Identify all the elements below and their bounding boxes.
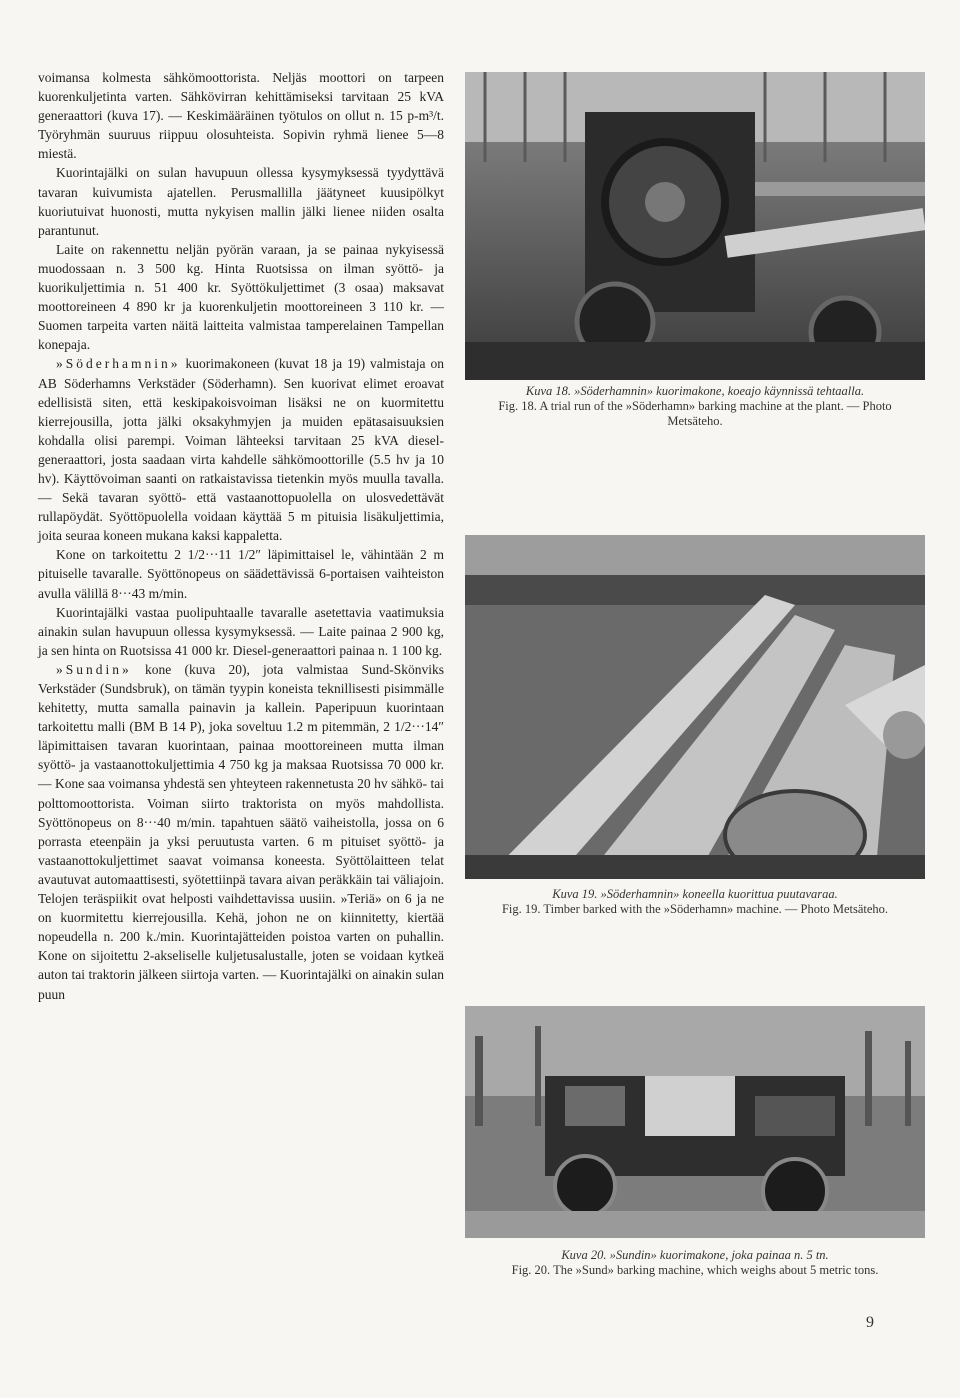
paragraph-text: kuorimakoneen (kuvat 18 ja 19) valmistaja on AB Söderhamns Verkstäder (Söderhamn). Sen kuorivat elimet eroavat edellisistä siten, että keskipakoisvoiman lisäksi ne on kuormitettu kierrejousilla, jotta jälki oksakyhmyjen ja muiden epätasaisuuksien kohdalla olisi parempi. Voiman lähteeksi tarvitaan 25 kVA diesel-generaattori, josta saadaan virta kahdelle sähkömoottorille (5.5 hv ja 10 hv). Käyttövoiman saanti on ratkaistavissa tietenkin myös muulla tavalla. — Sekä tavaran syöttö- että vastaanottopuolella on ulosvedettävät rullapöydät. Syöttöpuolella voidaan käyttää 5 m pituisia lisäkuljettimia, joita seuraa koneen mukana kaksi kappaletta. bbox=[38, 356, 445, 544]
caption-fig19-en: Fig. 19. Timber barked with the »Söderhamn» machine. — Photo Metsäteho. bbox=[501, 902, 889, 916]
spaced-term: »Sundin» bbox=[56, 661, 132, 677]
spaced-term: »Söderhamnin» bbox=[56, 356, 181, 372]
caption-fig19 bbox=[470, 887, 920, 917]
paragraph: Laite on rakennettu neljän pyörän varaan, ja se painaa nykyisessä muodossaan n. 3 500 kg. Hinta Ruotsissa on ilman syöttö- ja kuorikuljettimia n. 51 400 kr. Syöttökuljettimet (3 osaa) maksavat moottoreineen 4 890 kr ja kuorenkuljetin moottoreineen 3 110 kr. — Suomen tarpeita varten näitä laitteita valmistaa tamperelainen Tampellan konepaja. bbox=[38, 241, 444, 353]
caption-fig20 bbox=[470, 1248, 920, 1278]
page-number: 9 bbox=[866, 1314, 874, 1331]
photo-fig19-barked-timber bbox=[465, 535, 925, 879]
paragraph: Kuorintajälki on sulan havupuun ollessa kysymyksessä tyydyttävä tavaran kuivumista ajatellen. Perusmallilla jäätyneet kuusipölkyt kuoriutuivat huonosti, mutta nykyisen mallin jälki lienee niiden osalta parantunut. bbox=[38, 165, 444, 238]
body-text-column bbox=[38, 68, 444, 1004]
caption-fig18-fi: Kuva 18. »Söderhamnin» kuorimakone, koeajo käynnissä tehtaalla. bbox=[525, 384, 865, 398]
paragraph: Kone on tarkoitettu 2 1/2···11 1/2″ läpimittaisel le, vähintään 2 m pituiselle tavaralle. Syöttönopeus on säädettävissä 6-portaisen vaihteiston avulla välillä 8···43 m/min. bbox=[38, 547, 444, 601]
paragraph: Kuorintajälki vastaa puolipuhtaalle tavaralle asetettavia vaatimuksia ainakin sulan havupuun ollessa kysymyksessä. — Laite painaa 2 900 kg, ja sen hinta on Ruotsissa 41 000 kr. Diesel-generaattori painaa n. 1 100 kg. bbox=[38, 604, 444, 658]
photo-fig18-illustration bbox=[465, 72, 925, 380]
photo-fig20-sund-machine bbox=[465, 1006, 925, 1238]
photo-fig18-machine-trial bbox=[465, 72, 925, 380]
caption-fig19-fi: Kuva 19. »Söderhamnin» koneella kuorittua puutavaraa. bbox=[552, 887, 838, 901]
paragraph bbox=[38, 354, 444, 545]
paragraph-text: kone (kuva 20), jota valmistaa Sund-Skönviks Verkstäder (Sundsbruk), on tämän tyypin koneista teknillisesti pisimmälle kehitetty, mutta samalla painavin ja kallein. Paperipuun kuorintaan tarkoitettu malli (BM B 14 P), joka soveltuu 1.2 m pitemmän, 2 1/2···14″ läpimittaisen tavaran kuorintaan, painaa moottoreineen mutta ilman syöttö- ja vastaanottokuljettimia 4 750 kg ja maksaa Ruotsissa 70 000 kr. — Kone saa voimansa yhdestä sen yhteyteen rakennetusta 20 hv sähkö- tai polttomoottorista. Voiman siirto traktorista on myös mahdollista. Syöttönopeus on 8···40 m/min. tapahtuen säätö vaiheistolla, jossa on 6 porrasta eteenpäin ja yksi peruutusta varten. 6 m pituiset syöttö- ja vastaanottokuljettimet saavat voimansa koneesta. Syöttölaitteen telat avautuvat automaattisesti, syötettiinpä tavara aivan peräkkäin tai väliajoin. Telojen teräspiikit ovat helposti vaihdettavissa uusiin. »Teriä» on 6 ja ne on kuormitettu kierrejousilla. Kehä, johon ne on kiinnitetty, kiertää nopeudella n. 200 k./min. Kuorintajätteiden poistoa varten on puhallin. Kone on sijoitettu 2-akseliselle kuljetusalustalle, joten se voidaan kytkeä auton tai traktorin jälkeen siirtoja varten. — Kuorintajälki on ainakin sulan puun bbox=[38, 661, 445, 1002]
caption-fig18 bbox=[470, 384, 920, 429]
photo-fig19-illustration bbox=[465, 535, 925, 879]
photo-fig20-illustration bbox=[465, 1006, 925, 1238]
paragraph: voimansa kolmesta sähkömoottorista. Neljäs moottori on tarpeen kuorenkuljetinta varten. Sähkövirran kehittämiseksi tarvitaan 25 kVA generaattori (kuva 17). — Keskimääräinen työtulos on ollut n. 15 p-m³/t. Työryhmän suuruus riippuu olosuhteista. Sopivin ryhmä lienee 5—8 miestä. bbox=[38, 70, 444, 162]
caption-fig18-en: Fig. 18. A trial run of the »Söderhamn» barking machine at the plant. — Photo Metsäteho. bbox=[498, 399, 892, 428]
caption-fig20-en: Fig. 20. The »Sund» barking machine, which weighs about 5 metric tons. bbox=[511, 1263, 879, 1277]
paragraph bbox=[38, 660, 444, 1004]
caption-fig20-fi: Kuva 20. »Sundin» kuorimakone, joka painaa n. 5 tn. bbox=[561, 1248, 829, 1262]
